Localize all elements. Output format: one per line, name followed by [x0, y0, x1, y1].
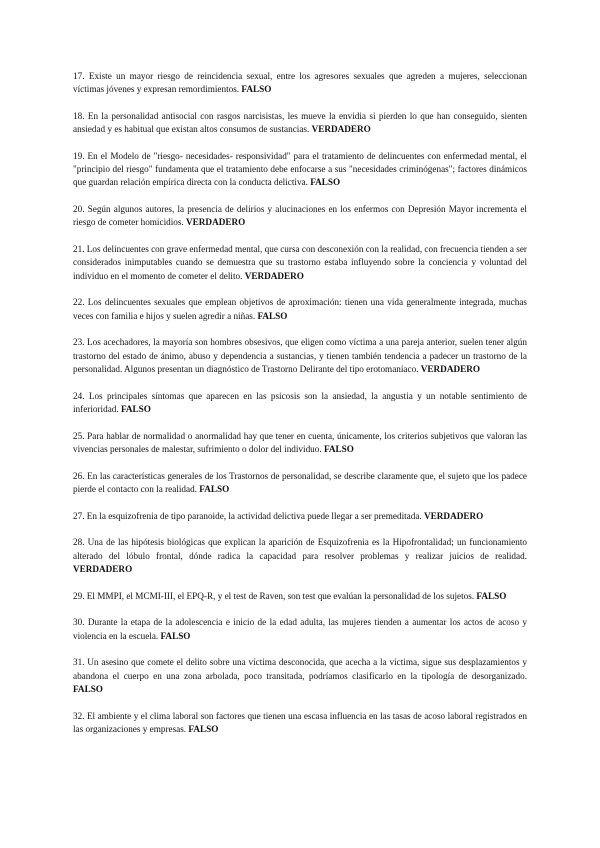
- question-text: 28. Una de las hipótesis biológicas que explican la aparición de Esquizofrenia es la Hipofrontalidad; un funcionamiento alterado del lóbulo frontal, dónde radica la capacidad para resolver problemas y realizar juicios de realidad.: [73, 537, 527, 561]
- question-item: [73, 243, 527, 283]
- question-item: [73, 390, 527, 416]
- question-text: 24. Los principales síntomas que aparecen en las psicosis son la ansiedad, la angustia y un notable sentimiento de inferioridad.: [73, 390, 527, 414]
- question-item: [73, 590, 527, 603]
- answer-label: VERDADERO: [420, 363, 480, 374]
- answer-label: FALSO: [257, 310, 288, 321]
- question-text: 31. Un asesino que comete el delito sobre una víctima desconocida, que acecha a la víctima, sigue sus desplazamientos y abandona el cuerpo en una zona arbolada, poco transitada, podríamos clasificarlo en la tipología de desorganizado.: [73, 657, 527, 681]
- question-item: [73, 470, 527, 496]
- question-text: 20. Según algunos autores, la presencia de delirios y alucinaciones en los enfermos con Depresión Mayor incrementa el riesgo de cometer homicidios.: [73, 204, 527, 228]
- question-item: [73, 430, 527, 456]
- answer-label: FALSO: [476, 590, 507, 601]
- answer-label: FALSO: [188, 723, 219, 734]
- answer-label: VERDADERO: [311, 124, 371, 135]
- question-text: 27. En la esquizofrenia de tipo paranoide, la actividad delictiva puede llegar a ser premeditada.: [73, 510, 422, 521]
- question-text: 32. El ambiente y el clima laboral son factores que tienen una escasa influencia en las tasas de acoso laboral registrados en las organizaciones y empresas.: [73, 710, 527, 734]
- answer-label: FALSO: [120, 403, 151, 414]
- question-item: [73, 510, 527, 523]
- answer-label: FALSO: [323, 443, 354, 454]
- question-text: 30. Durante la etapa de la adolescencia e inicio de la edad adulta, las mujeres tienden a aumentar los actos de acoso y violencia en la escuela.: [73, 617, 527, 641]
- question-text: 19. En el Modelo de "riesgo- necesidades- responsividad" para el tratamiento de delincuentes con enfermedad mental, el "principio del riesgo" fundamenta que el tratamiento debe enfocarse a sus "necesidades criminógenas"; factores dinámicos que guardan relación empírica directa con la conducta delictiva.: [73, 151, 527, 188]
- question-item: [73, 296, 527, 322]
- question-item: [73, 536, 527, 576]
- question-item: [73, 656, 527, 696]
- question-text: 23. Los acechadores, la mayoría son hombres obsesivos, que eligen como víctima a una pareja anterior, suelen tener algún trastorno del estado de ánimo, abuso y dependencia a sustancias, y tienen también tendencia a padecer un trastorno de la personalidad. Algunos presentan un diagnóstico de Trastorno Delirante del tipo erotomaníaco.: [73, 337, 527, 374]
- question-text: 29. El MMPI, el MCMI-III, el EPQ-R, y el test de Raven, son test que evalúan la personalidad de los sujetos.: [73, 590, 475, 601]
- question-text: 18. En la personalidad antisocial con rasgos narcisistas, les mueve la envidia si pierden lo que han conseguido, sienten ansiedad y es habitual que existan altos consumos de sustancias.: [73, 111, 527, 135]
- answer-label: FALSO: [199, 483, 230, 494]
- question-text: 26. En las características generales de los Trastornos de personalidad, se describe claramente que, el sujeto que los padece pierde el contacto con la realidad.: [73, 470, 527, 494]
- question-item: [73, 150, 527, 190]
- answer-label: VERDADERO: [244, 270, 304, 281]
- answer-label: VERDADERO: [186, 217, 246, 228]
- question-item: [73, 110, 527, 136]
- answer-label: FALSO: [241, 84, 272, 95]
- question-item: [73, 336, 527, 376]
- question-text: 22. Los delincuentes sexuales que emplean objetivos de aproximación: tienen una vida generalmente integrada, muchas veces con familia e hijos y suelen agredir a niñas.: [73, 297, 527, 321]
- question-item: [73, 616, 527, 642]
- answer-label: VERDADERO: [73, 563, 133, 574]
- question-item: [73, 70, 527, 96]
- question-text: 21. Los delincuentes con grave enfermedad mental, que cursa con desconexión con la realidad, con frecuencia tienden a ser considerados inimputables cuando se demuestra que su trastorno estaba influyendo sobre la conciencia y voluntad del individuo en el momento de cometer el delito.: [73, 244, 527, 281]
- question-item: [73, 710, 527, 736]
- question-text: 17. Existe un mayor riesgo de reincidencia sexual, entre los agresores sexuales que agreden a mujeres, seleccionan víctimas jóvenes y expresan remordimientos.: [73, 71, 527, 95]
- answer-label: FALSO: [160, 630, 191, 641]
- question-item: [73, 203, 527, 229]
- answer-label: FALSO: [73, 683, 103, 694]
- answer-label: VERDADERO: [424, 510, 484, 521]
- answer-label: FALSO: [310, 177, 341, 188]
- question-text: 25. Para hablar de normalidad o anormalidad hay que tener en cuenta, únicamente, los criterios subjetivos que valoran las vivencias personales de malestar, sufrimiento o dolor del individuo.: [73, 430, 527, 454]
